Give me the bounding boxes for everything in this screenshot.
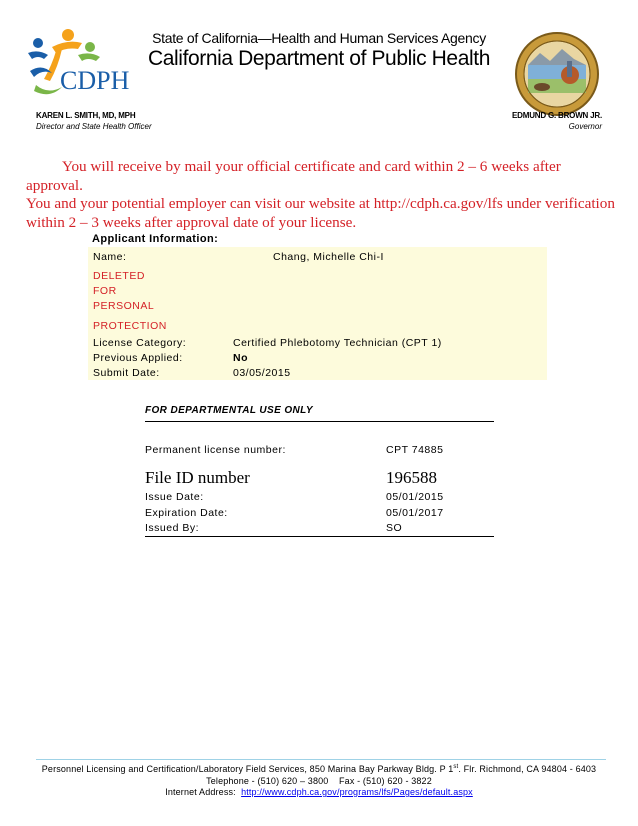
notice-line-1: You will receive by mail your official certificate and card within 2 – 6 weeks after approval. bbox=[26, 158, 561, 194]
redaction-protection: PROTECTION bbox=[88, 316, 547, 335]
issued-by-value: SO bbox=[386, 522, 403, 534]
issue-date-value: 05/01/2015 bbox=[386, 491, 444, 503]
governor-name: EDMUND G. BROWN JR. bbox=[512, 111, 602, 120]
divider bbox=[145, 536, 494, 537]
mail-notice bbox=[26, 158, 616, 232]
divider bbox=[145, 421, 494, 422]
file-id-label: File ID number bbox=[145, 468, 250, 487]
previous-label: Previous Applied: bbox=[88, 350, 233, 365]
expiration-date-label: Expiration Date: bbox=[145, 507, 228, 519]
file-id-value: 196588 bbox=[386, 468, 437, 487]
director-title: Director and State Health Officer bbox=[36, 122, 152, 131]
permanent-license-value: CPT 74885 bbox=[386, 444, 444, 456]
footer-divider bbox=[36, 759, 606, 760]
table-row bbox=[88, 247, 547, 267]
issue-date-label: Issue Date: bbox=[145, 491, 204, 503]
redaction-line: PERSONAL bbox=[93, 300, 155, 312]
logo-text: CDPH bbox=[60, 66, 130, 95]
footer-address-text: Personnel Licensing and Certification/Laboratory Field Services, 850 Marina Bay Parkway Bldg. P 1 bbox=[41, 764, 454, 774]
footer-internet-label: Internet Address: bbox=[165, 787, 236, 797]
table-row bbox=[88, 365, 547, 380]
category-value: Certified Phlebotomy Technician (CPT 1) bbox=[233, 335, 547, 350]
footer-address bbox=[0, 764, 638, 774]
table-row bbox=[88, 316, 547, 335]
department-title: California Department of Public Health bbox=[148, 47, 490, 70]
category-label: License Category: bbox=[88, 335, 233, 350]
footer-internet bbox=[0, 787, 638, 797]
footer-phone: Telephone - (510) 620 – 3800 Fax - (510) 620 - 3822 bbox=[206, 776, 432, 786]
footer-website-link[interactable]: http://www.cdph.ca.gov/programs/lfs/Pages/default.aspx bbox=[241, 787, 473, 797]
governor-title: Governor bbox=[568, 122, 602, 131]
submit-label: Submit Date: bbox=[88, 365, 233, 380]
redaction-line: DELETED bbox=[93, 270, 145, 282]
departmental-heading: FOR DEPARTMENTAL USE ONLY bbox=[145, 405, 313, 416]
expiration-date-value: 05/01/2017 bbox=[386, 507, 444, 519]
table-row bbox=[88, 335, 547, 350]
name-label: Name: bbox=[88, 247, 233, 267]
issued-by-label: Issued By: bbox=[145, 522, 200, 534]
notice-line-2: You and your potential employer can visit our website at http://cdph.ca.gov/lfs under verification bbox=[26, 195, 615, 212]
state-seal bbox=[514, 31, 600, 117]
agency-name: State of California—Health and Human Services Agency bbox=[152, 30, 486, 46]
footer-superscript: st bbox=[453, 764, 459, 770]
permanent-license-label: Permanent license number: bbox=[145, 444, 286, 456]
submit-value: 03/05/2015 bbox=[233, 365, 547, 380]
notice-line-3: within 2 – 3 weeks after approval date of your license. bbox=[26, 213, 357, 231]
footer-address-tail: . Flr. Richmond, CA 94804 - 6403 bbox=[458, 764, 597, 774]
redaction-line: FOR bbox=[93, 285, 117, 297]
applicant-table bbox=[88, 247, 547, 380]
redaction-note bbox=[88, 267, 547, 316]
applicant-heading: Applicant Information: bbox=[92, 233, 219, 245]
table-row bbox=[88, 350, 547, 365]
director-name: KAREN L. SMITH, MD, MPH bbox=[36, 111, 136, 120]
name-value: Chang, Michelle Chi-I bbox=[233, 247, 547, 267]
previous-value: No bbox=[233, 350, 547, 365]
table-row bbox=[88, 267, 547, 316]
